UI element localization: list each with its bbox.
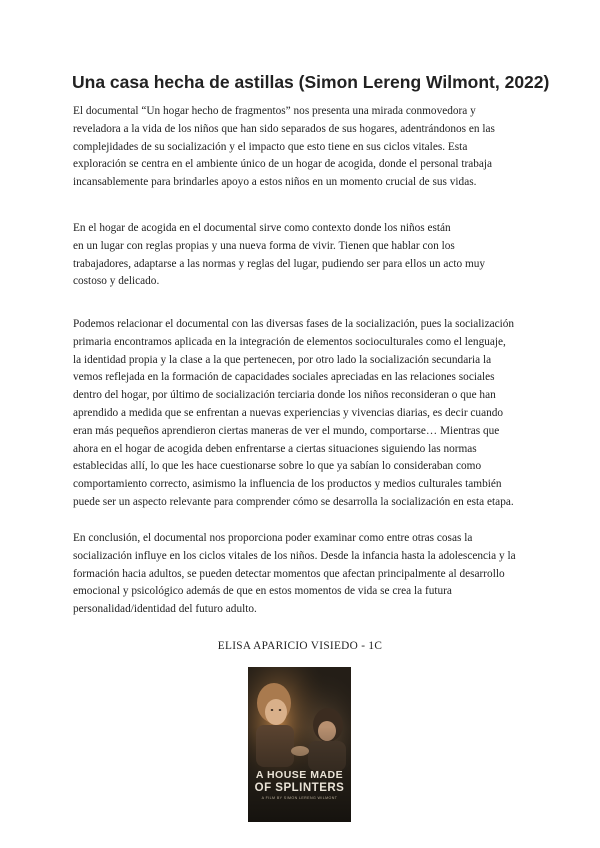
text-line: costoso y delicado. xyxy=(73,275,160,288)
text-line: En el hogar de acogida en el documental sirve como contexto donde los niños están xyxy=(73,222,451,234)
text-line: dentro del hogar, por último de socialización terciaria donde los niños reconsideran o que han xyxy=(73,389,496,402)
text-line: comportamiento correcto, asimismo la influencia de los productos y medios culturales también xyxy=(73,478,502,491)
text-line: establecidas allí, lo que les hace cuestionarse sobre lo que ya sabían lo consideraban como xyxy=(73,460,482,473)
text-line: El documental “Un hogar hecho de fragmentos” nos presenta una mirada conmovedora y xyxy=(73,105,476,117)
paragraph-socialization-phases xyxy=(73,316,533,512)
text-line: Podemos relacionar el documental con las diversas fases de la socialización, pues la socialización xyxy=(73,318,515,330)
text-line: formación hacia adultos, se pueden detectar momentos que afectan principalmente al desarrollo xyxy=(73,567,505,580)
text-line: personalidad/identidad del futuro adulto. xyxy=(73,603,257,616)
author-signature: ELISA APARICIO VISIEDO - 1C xyxy=(217,640,383,652)
paragraph-foster-home xyxy=(73,220,533,291)
text-line: en un lugar con reglas propias y una nueva forma de vivir. Tienen que hablar con los xyxy=(73,239,455,252)
text-line: eran más pequeños aprendieron ciertas maneras de ver el mundo, comportarse… Mientras que xyxy=(73,424,500,437)
film-poster-image xyxy=(248,667,351,822)
text-line: aprendido a medida que se enfrentan a nuevas experiencias y vivencias diarias, es decir cuando xyxy=(73,406,504,419)
poster-subtitle: A FILM BY SIMON LERENG WILMONT xyxy=(261,796,338,800)
text-line: vemos reflejada en la formación de capacidades sociales apreciadas en las relaciones sociales xyxy=(73,371,495,384)
text-line: exploración se centra en el ambiente único de un hogar de acogida, donde el personal trabaja xyxy=(73,158,493,171)
document-title: Una casa hecha de astillas (Simon Lereng Wilmont, 2022) xyxy=(72,72,550,92)
paragraph-introduction xyxy=(73,103,533,192)
text-line: trabajadores, adaptarse a las normas y reglas del lugar, pudiendo ser para ellos un acto muy xyxy=(73,257,486,270)
paragraph-conclusion xyxy=(73,530,533,619)
poster-title-line-1: A HOUSE MADE xyxy=(255,769,344,781)
text-line: emocional y psicológico además de que en estos momentos de vida se crea la futura xyxy=(73,585,452,598)
text-line: socialización influye en los ciclos vitales de los niños. Desde la infancia hasta la adolescencia y la xyxy=(73,549,516,562)
text-line: puede ser un aspecto relevante para comprender cómo se desarrolla la socialización en esta etapa. xyxy=(73,495,514,508)
text-line: ahora en el hogar de acogida deben enfrentarse a ciertas situaciones siguiendo las normas xyxy=(73,442,477,455)
text-line: reveladora a la vida de los niños que han sido separados de sus hogares, adentrándonos en las xyxy=(73,122,495,135)
text-line: incansablemente para brindarles apoyo a estos niños en un momento crucial de sus vidas. xyxy=(73,176,477,189)
text-line: complejidades de su socialización y el impacto que esto tiene en sus ciclos vitales. Esta xyxy=(73,140,468,153)
text-line: En conclusión, el documental nos proporciona poder examinar como entre otras cosas la xyxy=(73,532,473,544)
text-line: la identidad propia y la clase a la que pertenecen, por otro lado la socialización secundaria la xyxy=(73,353,492,366)
child-face-left xyxy=(265,699,287,725)
text-line: primaria encontramos aplicada en la integración de elementos socioculturales como el lenguaje, xyxy=(73,335,506,348)
poster-title-line-2: OF SPLINTERS xyxy=(254,782,345,794)
